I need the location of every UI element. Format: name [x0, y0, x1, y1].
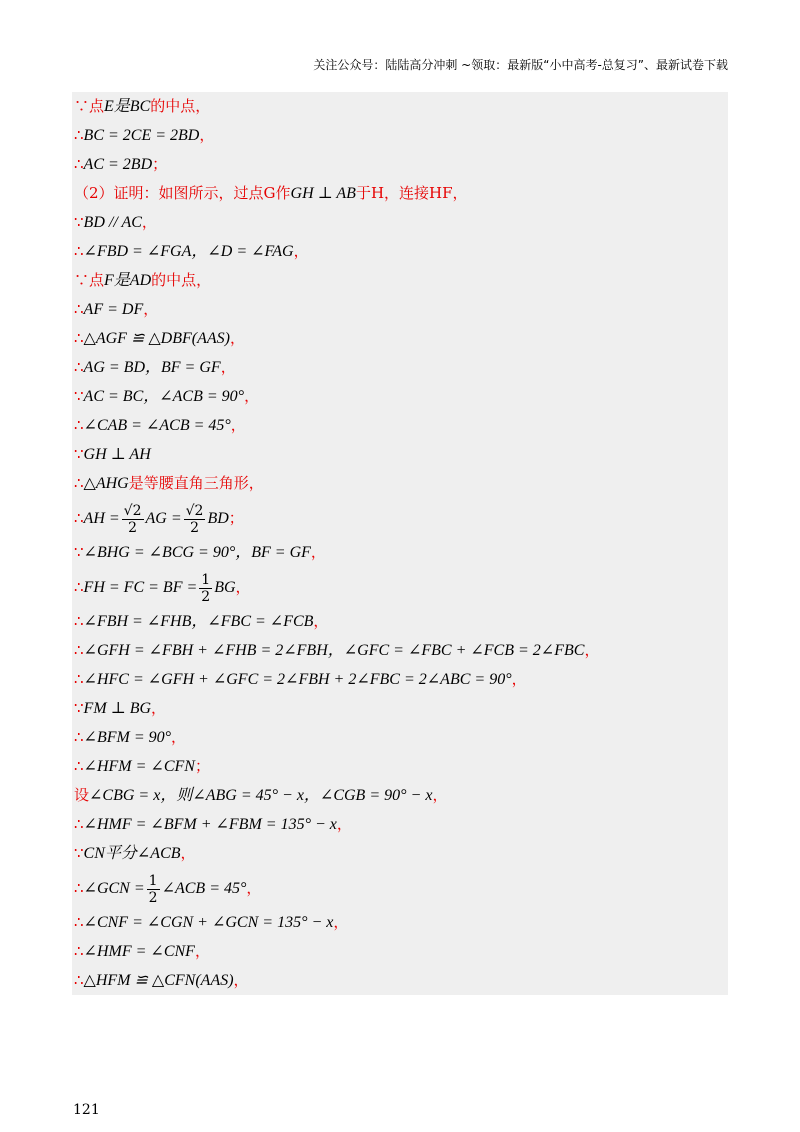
line-suffix: ， — [143, 300, 159, 318]
line-suffix: ， — [233, 971, 249, 989]
line-suffix: ， — [141, 213, 157, 231]
fraction-numerator: √2 — [123, 502, 142, 519]
math-expression: FM ⊥ BG — [83, 700, 152, 717]
line-prefix: ∴ — [74, 728, 84, 746]
line-suffix: 于H，连接HF， — [355, 184, 468, 202]
line-prefix: ∵ — [74, 213, 84, 231]
math-expression: BD — [207, 510, 229, 527]
solution-line — [72, 665, 728, 694]
solution-line — [72, 752, 728, 781]
line-prefix: ∴ — [74, 942, 84, 960]
line-prefix: ∴ — [74, 358, 84, 376]
math-expression: AC = 2BD — [83, 156, 153, 173]
fraction-denominator: 2 — [128, 519, 138, 536]
math-expression: BD // AC — [83, 214, 142, 231]
solution-line — [72, 498, 728, 538]
solution-line — [72, 266, 728, 295]
fraction-denominator: 2 — [148, 889, 158, 906]
fraction — [122, 504, 144, 535]
solution-line — [72, 237, 728, 266]
fraction — [199, 573, 212, 604]
line-prefix: ∴ — [74, 416, 84, 434]
solution-line — [72, 440, 728, 469]
solution-line — [72, 353, 728, 382]
line-prefix: ∵点 — [74, 97, 105, 115]
solution-line — [72, 636, 728, 665]
solution-line — [72, 868, 728, 908]
line-suffix: ； — [228, 509, 244, 527]
line-prefix: ∴ — [74, 757, 84, 775]
line-prefix: ∴ — [74, 578, 84, 596]
solution-line — [72, 908, 728, 937]
line-suffix: ， — [584, 641, 600, 659]
line-suffix: ， — [199, 126, 215, 144]
math-expression: △HFM ≌ △CFN(AAS) — [83, 972, 234, 989]
line-prefix: ∴ — [74, 641, 84, 659]
line-prefix: ∴ — [74, 474, 84, 492]
solution-line — [72, 469, 728, 498]
math-expression: AF = DF — [83, 301, 144, 318]
math-expression: ∠CBG = x，则∠ABG = 45° − x，∠CGB = 90° − x — [89, 787, 433, 804]
math-expression: △AHG — [83, 475, 129, 492]
math-expression: GH ⊥ AH — [83, 446, 151, 463]
solution-line — [72, 966, 728, 995]
line-suffix: ， — [511, 670, 527, 688]
line-suffix: ， — [180, 844, 196, 862]
line-suffix: ， — [151, 699, 167, 717]
line-suffix: ， — [194, 942, 210, 960]
line-prefix: ∵ — [74, 387, 84, 405]
line-suffix: 的中点， — [150, 97, 211, 115]
math-expression: AH = — [83, 510, 120, 527]
solution-line — [72, 150, 728, 179]
math-expression: CN平分∠ACB — [83, 845, 181, 862]
line-suffix: ， — [310, 543, 326, 561]
solution-line — [72, 937, 728, 966]
solution-line — [72, 839, 728, 868]
math-expression: ∠HMF = ∠BFM + ∠FBM = 135° − x — [83, 816, 337, 833]
math-expression: F是AD — [104, 272, 152, 289]
solution-line — [72, 607, 728, 636]
math-expression: ∠ACB = 45° — [161, 880, 247, 897]
line-prefix: ∵点 — [74, 271, 105, 289]
fraction-numerator: 1 — [148, 872, 158, 889]
line-prefix: ∵ — [74, 445, 84, 463]
solution-line — [72, 382, 728, 411]
math-expression: ∠FBD = ∠FGA，∠D = ∠FAG — [83, 243, 294, 260]
line-prefix: ∴ — [74, 879, 84, 897]
line-suffix: 是等腰直角三角形， — [128, 474, 264, 492]
math-expression: ∠BFM = 90° — [83, 729, 172, 746]
math-expression: △AGF ≌ △DBF(AAS) — [83, 330, 230, 347]
solution-line — [72, 208, 728, 237]
solution-line — [72, 567, 728, 607]
fraction — [147, 874, 160, 905]
line-suffix: ； — [194, 757, 210, 775]
solution-line — [72, 538, 728, 567]
fraction — [184, 504, 206, 535]
line-prefix: ∵ — [74, 844, 84, 862]
line-prefix: ∴ — [74, 300, 84, 318]
line-suffix: ， — [229, 329, 245, 347]
math-expression: FH = FC = BF = — [83, 579, 198, 596]
line-suffix: ， — [235, 578, 251, 596]
solution-line — [72, 411, 728, 440]
line-prefix: ∵ — [74, 543, 84, 561]
line-prefix: ∴ — [74, 913, 84, 931]
math-expression: ∠GFH = ∠FBH + ∠FHB = 2∠FBH，∠GFC = ∠FBC + ∠FCB = 2∠FBC — [83, 642, 585, 659]
page-number: 121 — [73, 1102, 100, 1118]
fraction-numerator: 1 — [201, 571, 211, 588]
solution-line — [72, 121, 728, 150]
line-suffix: ； — [152, 155, 168, 173]
line-prefix: ∴ — [74, 815, 84, 833]
solution-line — [72, 324, 728, 353]
line-prefix: ∴ — [74, 242, 84, 260]
fraction-denominator: 2 — [190, 519, 199, 536]
line-suffix: ， — [171, 728, 187, 746]
page-header: 关注公众号：陆陆高分冲刺 ~领取：最新版“小中高考-总复习”、最新试卷下载 — [313, 58, 728, 72]
math-expression: GH ⊥ AB — [290, 185, 356, 202]
solution-line — [72, 92, 728, 121]
math-expression: ∠BHG = ∠BCG = 90°，BF = GF — [83, 544, 311, 561]
line-suffix: ， — [220, 358, 236, 376]
line-suffix: ， — [333, 913, 349, 931]
solution-line — [72, 810, 728, 839]
solution-line — [72, 781, 728, 810]
solution-line — [72, 295, 728, 324]
line-prefix: （2）证明：如图所示，过点G作 — [74, 184, 291, 202]
line-prefix: ∴ — [74, 509, 84, 527]
line-suffix: ， — [244, 387, 260, 405]
line-suffix: ， — [230, 416, 246, 434]
math-expression: ∠HMF = ∠CNF — [83, 943, 195, 960]
line-prefix: ∴ — [74, 971, 84, 989]
line-prefix: ∴ — [74, 155, 84, 173]
math-expression: AG = — [145, 510, 182, 527]
math-expression: ∠CNF = ∠CGN + ∠GCN = 135° − x — [83, 914, 334, 931]
math-expression: ∠HFC = ∠GFH + ∠GFC = 2∠FBH + 2∠FBC = 2∠ABC = 90° — [83, 671, 512, 688]
line-suffix: ， — [246, 879, 262, 897]
fraction-numerator: √2 — [185, 502, 204, 519]
math-expression: AC = BC，∠ACB = 90° — [83, 388, 245, 405]
math-expression: E是BC — [104, 98, 151, 115]
math-expression: ∠FBH = ∠FHB，∠FBC = ∠FCB — [83, 613, 314, 630]
math-expression: ∠CAB = ∠ACB = 45° — [83, 417, 231, 434]
math-expression: ∠HFM = ∠CFN — [83, 758, 195, 775]
math-expression: BG — [214, 579, 236, 596]
line-prefix: ∴ — [74, 670, 84, 688]
line-suffix: ， — [313, 612, 329, 630]
line-suffix: ， — [293, 242, 309, 260]
line-prefix: ∴ — [74, 329, 84, 347]
math-expression: ∠GCN = — [83, 880, 145, 897]
line-prefix: ∵ — [74, 699, 84, 717]
line-prefix: ∴ — [74, 612, 84, 630]
math-expression: BC = 2CE = 2BD — [83, 127, 200, 144]
fraction-denominator: 2 — [201, 588, 211, 605]
line-suffix: ， — [336, 815, 352, 833]
solution-block — [72, 92, 728, 995]
solution-line — [72, 179, 728, 208]
line-prefix: ∴ — [74, 126, 84, 144]
math-expression: AG = BD，BF = GF — [83, 359, 221, 376]
solution-line — [72, 723, 728, 752]
line-suffix: 的中点， — [151, 271, 212, 289]
line-suffix: ， — [432, 786, 448, 804]
solution-line — [72, 694, 728, 723]
line-prefix: 设 — [74, 786, 90, 804]
